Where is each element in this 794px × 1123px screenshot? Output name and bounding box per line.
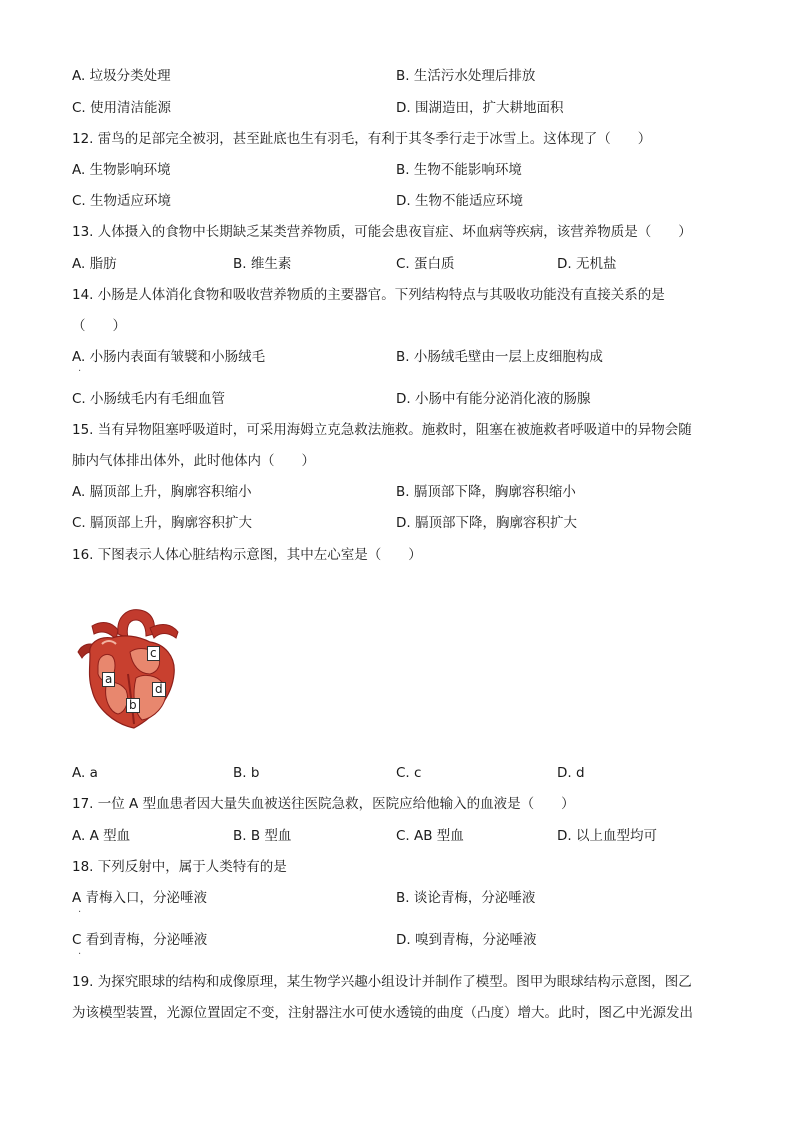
q16-option-c: C. c (396, 765, 422, 781)
scan-mark-dot: · (78, 949, 82, 960)
q17-option-c: C. AB 型血 (396, 828, 464, 844)
q15-option-a: A. 膈顶部上升，胸廓容积缩小 (72, 484, 252, 500)
q11-option-a: A. 垃圾分类处理 (72, 68, 171, 84)
q18-stem: 18. 下列反射中，属于人类特有的是 (72, 859, 287, 875)
q14-stem-line2: （ ） (72, 318, 126, 334)
heart-label-a: a (102, 672, 115, 687)
heart-label-c: c (147, 646, 160, 661)
q19-stem-line1: 19. 为探究眼球的结构和成像原理，某生物学兴趣小组设计并制作了模型。图甲为眼球结构示意图，图乙 (72, 974, 692, 990)
q13-stem: 13. 人体摄入的食物中长期缺乏某类营养物质，可能会患夜盲症、坏血病等疾病，该营养物质是（ ） (72, 224, 692, 240)
q15-stem-line1: 15. 当有异物阻塞呼吸道时，可采用海姆立克急救法施救。施救时，阻塞在被施救者呼吸道中的异物会随 (72, 422, 692, 438)
q12-option-c: C. 生物适应环境 (72, 193, 172, 209)
q14-stem-line1: 14. 小肠是人体消化食物和吸收营养物质的主要器官。下列结构特点与其吸收功能没有直接关系的是 (72, 287, 665, 303)
q12-option-d: D. 生物不能适应环境 (396, 193, 523, 209)
q14-option-c: C. 小肠绒毛内有毛细血管 (72, 391, 226, 407)
heart-diagram (72, 604, 188, 734)
q15-stem-line2: 肺内气体排出体外，此时他体内（ ） (72, 453, 315, 469)
q13-option-a: A. 脂肪 (72, 256, 117, 272)
q17-option-b: B. B 型血 (233, 828, 292, 844)
q17-option-a: A. A 型血 (72, 828, 131, 844)
heart-label-d: d (152, 682, 166, 697)
heart-illustration (72, 604, 188, 734)
q17-option-d: D. 以上血型均可 (557, 828, 657, 844)
scan-mark-dot: · (78, 366, 82, 377)
q14-option-a: A. 小肠内表面有皱襞和小肠绒毛 (72, 349, 266, 365)
q16-option-b: B. b (233, 765, 260, 781)
q18-option-b: B. 谈论青梅，分泌唾液 (396, 890, 536, 906)
heart-label-b: b (126, 698, 140, 713)
q17-stem: 17. 一位 A 型血患者因大量失血被送往医院急救，医院应给他输入的血液是（ ） (72, 796, 575, 812)
q16-stem: 16. 下图表示人体心脏结构示意图，其中左心室是（ ） (72, 547, 422, 563)
q14-option-b: B. 小肠绒毛壁由一层上皮细胞构成 (396, 349, 603, 365)
q16-option-a: A. a (72, 765, 98, 781)
q18-option-c: C 看到青梅，分泌唾液 (72, 932, 208, 948)
q13-option-b: B. 维生素 (233, 256, 292, 272)
q19-stem-line2: 为该模型装置，光源位置固定不变，注射器注水可使水透镜的曲度（凸度）增大。此时，图乙中光源发出 (72, 1005, 693, 1021)
q11-option-d: D. 围湖造田，扩大耕地面积 (396, 100, 564, 116)
q12-stem: 12. 雷鸟的足部完全被羽，甚至趾底也生有羽毛，有利于其冬季行走于冰雪上。这体现了（ ） (72, 131, 652, 147)
q18-option-d: D. 嗅到青梅，分泌唾液 (396, 932, 537, 948)
scan-mark-dot: · (78, 907, 82, 918)
q12-option-b: B. 生物不能影响环境 (396, 162, 522, 178)
q18-option-a: A 青梅入口，分泌唾液 (72, 890, 208, 906)
q15-option-d: D. 膈顶部下降，胸廓容积扩大 (396, 515, 577, 531)
q14-option-d: D. 小肠中有能分泌消化液的肠腺 (396, 391, 591, 407)
q15-option-b: B. 膈顶部下降，胸廓容积缩小 (396, 484, 576, 500)
q11-option-c: C. 使用清洁能源 (72, 100, 172, 116)
q16-option-d: D. d (557, 765, 585, 781)
q13-option-c: C. 蛋白质 (396, 256, 455, 272)
q12-option-a: A. 生物影响环境 (72, 162, 171, 178)
q11-option-b: B. 生活污水处理后排放 (396, 68, 536, 84)
q13-option-d: D. 无机盐 (557, 256, 617, 272)
q15-option-c: C. 膈顶部上升，胸廓容积扩大 (72, 515, 253, 531)
